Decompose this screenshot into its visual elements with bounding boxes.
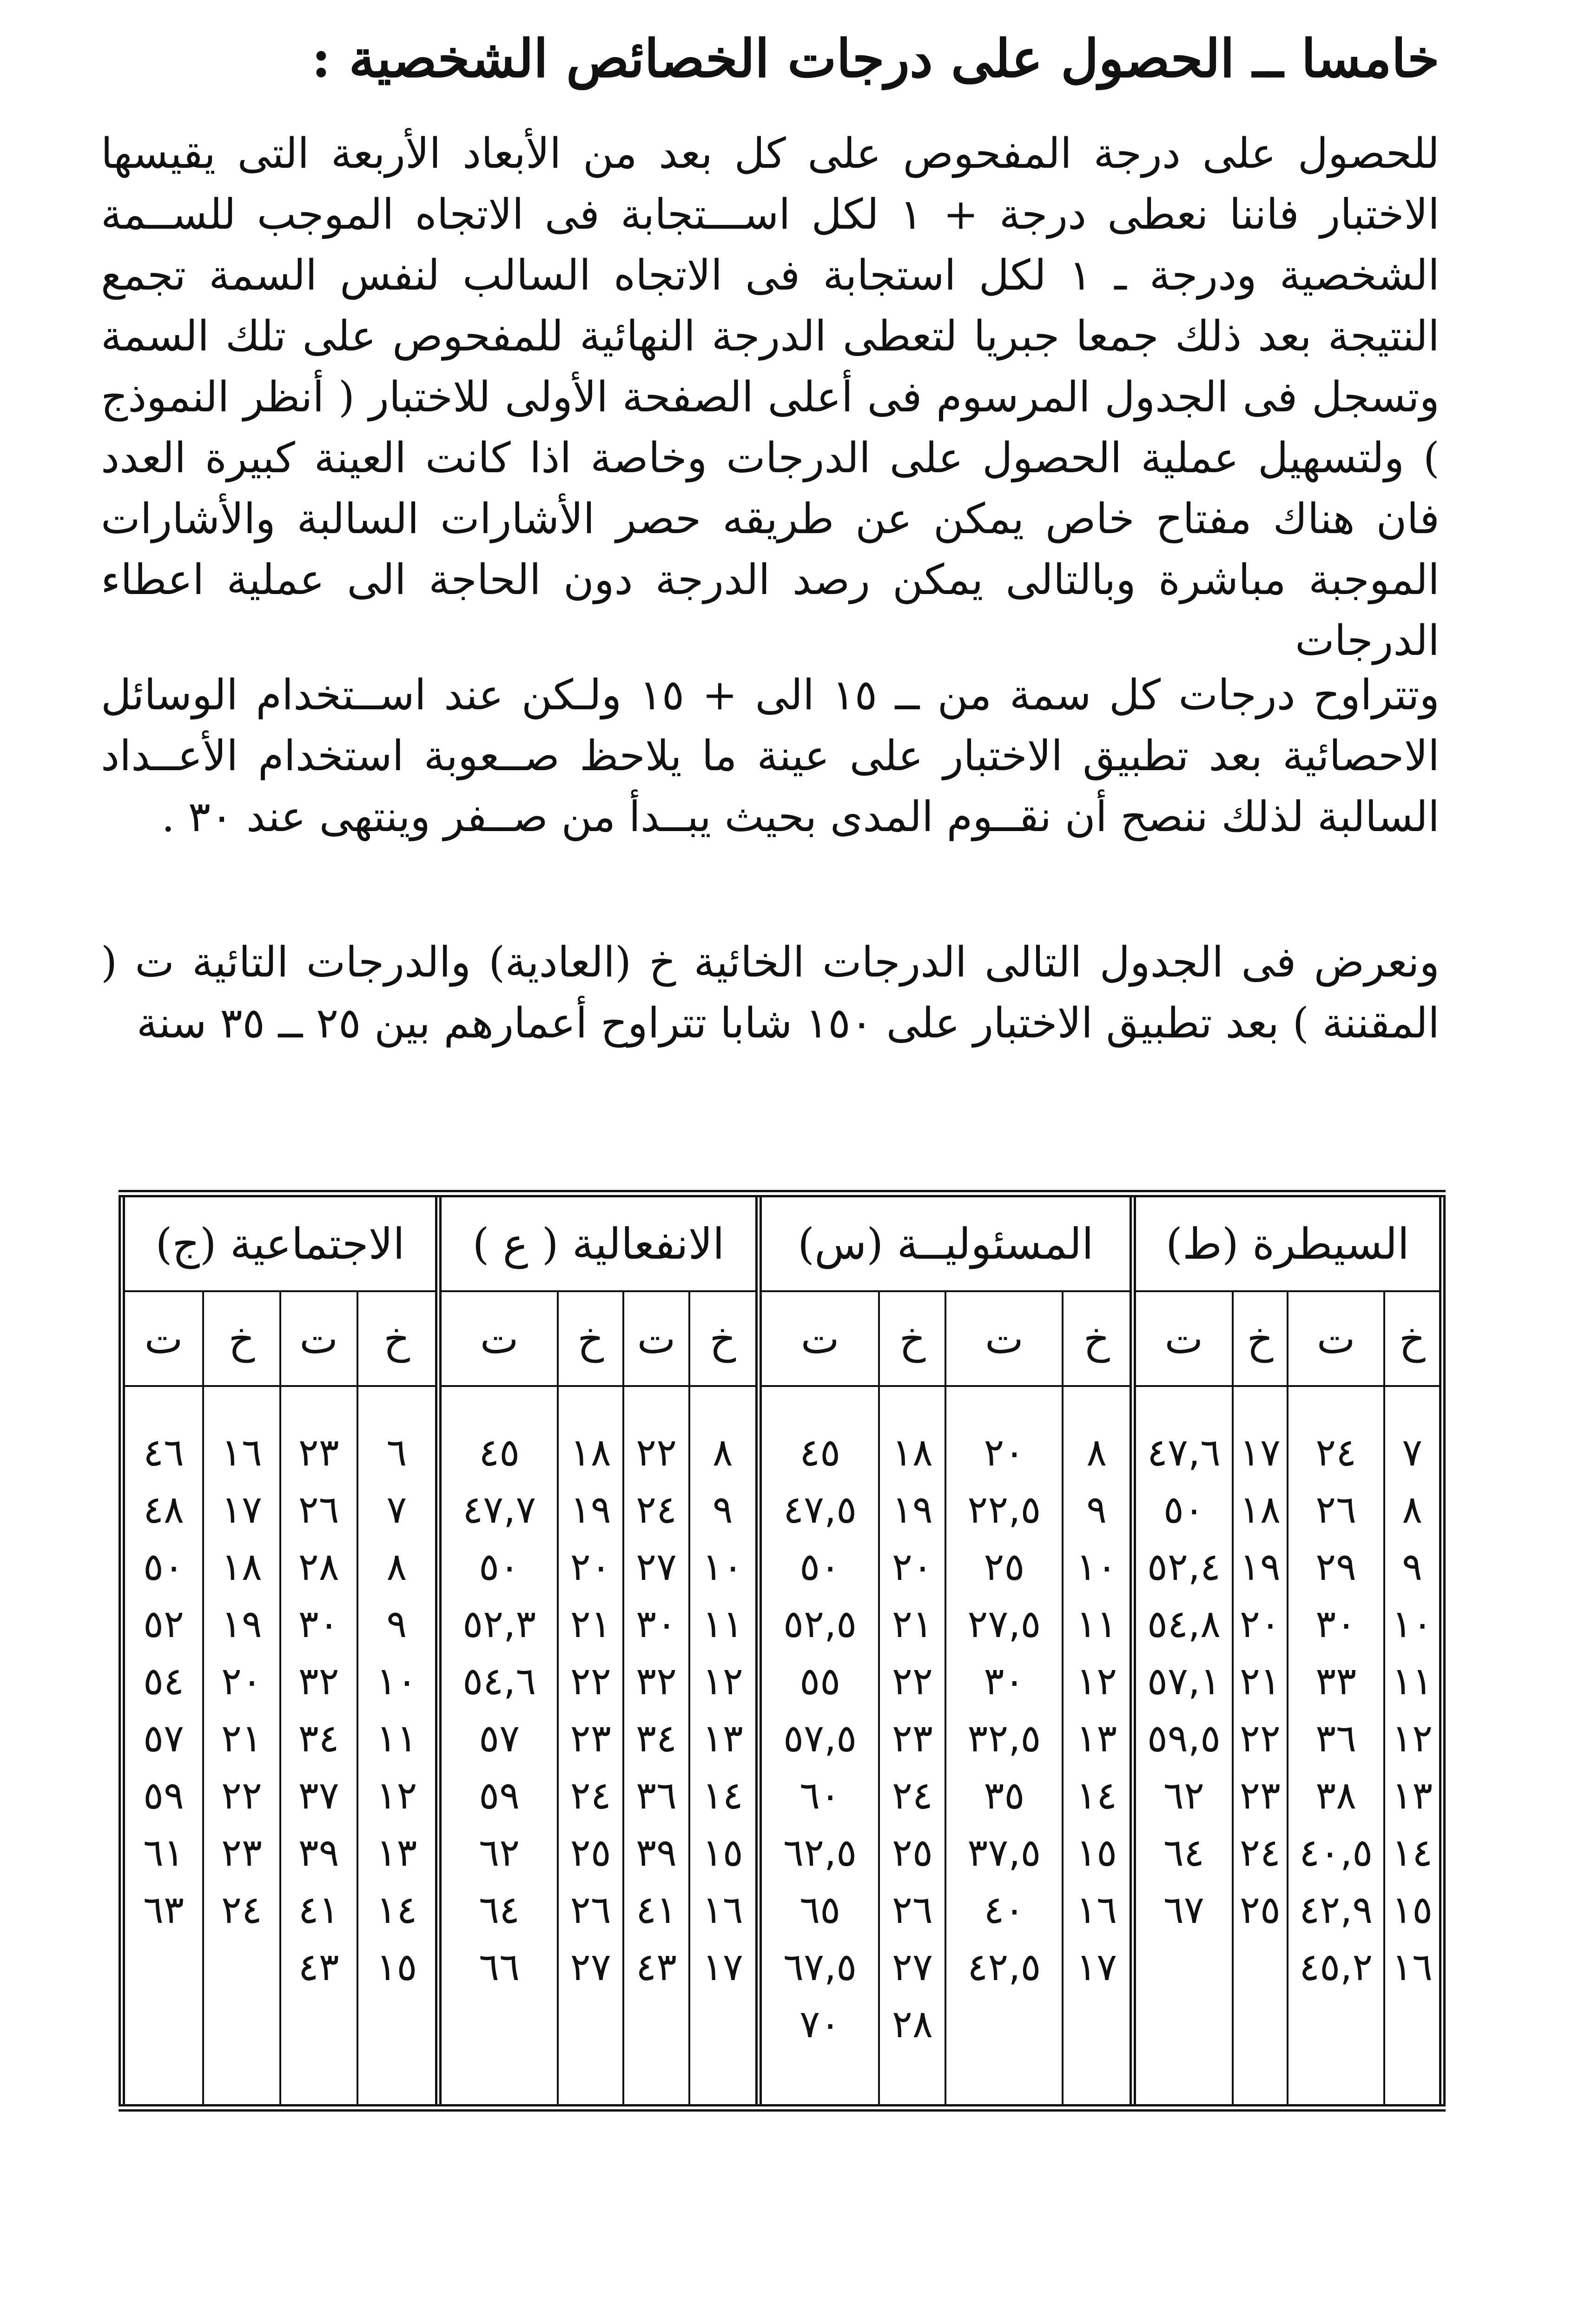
table-cell: ٣٠ — [1288, 1596, 1384, 1653]
sub-header-raw: خ — [689, 1291, 759, 1386]
spacer-row — [122, 1386, 1442, 1424]
table-cell: ٢٥ — [879, 1824, 945, 1882]
paragraph-table-intro: ونعرض فى الجدول التالى الدرجات الخائية خ (العادية) والدرجات التائية ت ( المقننة ) بعد تطبيق الاختبار على ١٥٠ شابا تتراوح أعمارهم بين ٢٥ ــ ٣٥ سنة — [101, 938, 1440, 1048]
table-cell: ٤٥ — [759, 1424, 879, 1481]
table-cell: ٥٠ — [438, 1538, 558, 1596]
table-cell: ٩ — [357, 1596, 439, 1653]
table-cell — [558, 1996, 623, 2053]
table-cell: ٤٧,٥ — [759, 1481, 879, 1538]
table-cell — [1384, 1996, 1442, 2053]
table-cell: ٥٩ — [438, 1767, 558, 1824]
table-cell: ٣٤ — [623, 1710, 689, 1767]
scores-table — [119, 1190, 1446, 2112]
table-cell: ٨ — [1063, 1424, 1133, 1481]
table-cell: ١٣ — [1063, 1710, 1133, 1767]
group-header-row — [122, 1194, 1442, 1291]
sub-header-raw: خ — [357, 1291, 439, 1386]
table-cell: ٢٧ — [879, 1939, 945, 1996]
table-cell: ١٩ — [558, 1481, 623, 1538]
table-cell: ٣٠ — [623, 1596, 689, 1653]
table-cell: ٢١ — [1233, 1653, 1288, 1710]
spacer-row — [122, 2053, 1442, 2108]
group-header-sociability: الاجتماعية (ج) — [122, 1194, 438, 1291]
table-cell — [438, 1996, 558, 2053]
table-cell: ٥٧ — [122, 1710, 203, 1767]
table-cell: ٤٧,٧ — [438, 1481, 558, 1538]
table-cell: ٥٩,٥ — [1133, 1710, 1233, 1767]
group-header-dominance: السيطرة (ط) — [1133, 1194, 1442, 1291]
table-row — [122, 1538, 1442, 1596]
table-cell: ٣٧,٥ — [945, 1824, 1063, 1882]
table-cell: ٤٢,٩ — [1288, 1882, 1384, 1939]
table-cell — [122, 1996, 203, 2053]
table-cell: ٩ — [1384, 1538, 1442, 1596]
table-cell: ٦٣ — [122, 1882, 203, 1939]
table-cell: ٨ — [689, 1424, 759, 1481]
table-cell: ٤٣ — [280, 1939, 357, 1996]
table-cell: ٦٤ — [438, 1882, 558, 1939]
table-cell: ٤١ — [280, 1882, 357, 1939]
table-row — [122, 1710, 1442, 1767]
sub-header-t: ت — [623, 1291, 689, 1386]
sub-header-t: ت — [1133, 1291, 1233, 1386]
table-cell: ١٥ — [1384, 1882, 1442, 1939]
table-cell: ١٤ — [689, 1767, 759, 1824]
table-cell: ٢٦ — [1288, 1481, 1384, 1538]
table-cell: ٢٢ — [623, 1424, 689, 1481]
table-cell: ١٣ — [689, 1710, 759, 1767]
table-cell: ١٠ — [1063, 1538, 1133, 1596]
sub-header-t: ت — [1288, 1291, 1384, 1386]
table-cell — [1133, 1996, 1233, 2053]
table-cell: ٦٧,٥ — [759, 1939, 879, 1996]
table-cell — [203, 1996, 280, 2053]
table-cell: ٣٦ — [1288, 1710, 1384, 1767]
group-header-emotionality: الانفعالية ( ع ) — [438, 1194, 758, 1291]
table-cell: ٥٢,٣ — [438, 1596, 558, 1653]
table-cell: ٢٧ — [558, 1939, 623, 1996]
table-cell: ٣٧ — [280, 1767, 357, 1824]
table-cell: ٤٢,٥ — [945, 1939, 1063, 1996]
table-cell: ٤٦ — [122, 1424, 203, 1481]
table-cell: ٥٧,١ — [1133, 1653, 1233, 1710]
table-cell — [1063, 1996, 1133, 2053]
table-cell: ٢٤ — [1233, 1824, 1288, 1882]
table-cell: ٢٤ — [558, 1767, 623, 1824]
table-cell: ٣٨ — [1288, 1767, 1384, 1824]
table-cell: ١٥ — [357, 1939, 439, 1996]
table-cell: ٥٥ — [759, 1653, 879, 1710]
table-row — [122, 1767, 1442, 1824]
table-row — [122, 1939, 1442, 1996]
table-cell: ٢٨ — [280, 1538, 357, 1596]
table-cell: ٢٩ — [1288, 1538, 1384, 1596]
table-cell: ١١ — [1384, 1653, 1442, 1710]
table-row — [122, 1824, 1442, 1882]
table-cell: ٢٢,٥ — [945, 1481, 1063, 1538]
table-cell: ٢٠ — [879, 1538, 945, 1596]
table-cell: ٢٠ — [203, 1653, 280, 1710]
table-cell: ٤٧,٦ — [1133, 1424, 1233, 1481]
table-cell: ٢٦ — [280, 1481, 357, 1538]
table-cell: ١٦ — [203, 1424, 280, 1481]
table-cell: ١٤ — [1384, 1824, 1442, 1882]
table-cell: ٤٠,٥ — [1288, 1824, 1384, 1882]
section-heading: خامسا ــ الحصول على درجات الخصائص الشخصية : — [311, 28, 1440, 89]
table-cell: ١٣ — [1384, 1767, 1442, 1824]
sub-header-t: ت — [945, 1291, 1063, 1386]
table-cell: ٢٣ — [879, 1710, 945, 1767]
table-cell — [1133, 1939, 1233, 1996]
table-cell: ٢٥ — [558, 1824, 623, 1882]
table-cell: ٦٦ — [438, 1939, 558, 1996]
table-cell: ٤٣ — [623, 1939, 689, 1996]
sub-header-raw: خ — [1233, 1291, 1288, 1386]
table-cell: ٥٧,٥ — [759, 1710, 879, 1767]
table-cell: ١٤ — [357, 1882, 439, 1939]
table-cell: ٢٢ — [203, 1767, 280, 1824]
table-cell: ٢٥ — [945, 1538, 1063, 1596]
table-cell: ٥٠ — [122, 1538, 203, 1596]
table-cell: ٩ — [1063, 1481, 1133, 1538]
table-cell: ١٣ — [357, 1824, 439, 1882]
table-cell: ٤٠ — [945, 1882, 1063, 1939]
table-row — [122, 1882, 1442, 1939]
table-cell: ٥٢,٥ — [759, 1596, 879, 1653]
table-cell: ٤٨ — [122, 1481, 203, 1538]
table-cell: ٢٤ — [1288, 1424, 1384, 1481]
table-cell: ٢٤ — [203, 1882, 280, 1939]
table-row — [122, 1424, 1442, 1481]
table-cell: ١٥ — [689, 1824, 759, 1882]
table-cell: ١٦ — [689, 1882, 759, 1939]
table-cell: ١٤ — [1063, 1767, 1133, 1824]
table-cell: ٥٩ — [122, 1767, 203, 1824]
table-cell: ٢١ — [203, 1710, 280, 1767]
table-row — [122, 1996, 1442, 2053]
table-cell — [689, 1996, 759, 2053]
table-cell: ٣٢,٥ — [945, 1710, 1063, 1767]
table-cell: ١٦ — [1384, 1939, 1442, 1996]
table-cell: ٥٧ — [438, 1710, 558, 1767]
table-cell: ٣٦ — [623, 1767, 689, 1824]
table-cell: ٦٢ — [438, 1824, 558, 1882]
table-cell: ٦٢ — [1133, 1767, 1233, 1824]
sub-header-raw: خ — [558, 1291, 623, 1386]
table-cell: ٣٠ — [945, 1653, 1063, 1710]
table-cell: ١٧ — [203, 1481, 280, 1538]
table-cell: ٧ — [1384, 1424, 1442, 1481]
table-cell: ١٨ — [1233, 1481, 1288, 1538]
sub-header-t: ت — [438, 1291, 558, 1386]
table-cell: ١٠ — [357, 1653, 439, 1710]
table-cell: ٤٥ — [438, 1424, 558, 1481]
table-cell: ١٢ — [357, 1767, 439, 1824]
table-cell: ١٦ — [1063, 1882, 1133, 1939]
table-cell: ٨ — [1384, 1481, 1442, 1538]
table-cell: ١٩ — [203, 1596, 280, 1653]
table-cell: ٤٥,٢ — [1288, 1939, 1384, 1996]
table-cell: ٨ — [357, 1538, 439, 1596]
table-cell: ١٩ — [1233, 1538, 1288, 1596]
sub-header-raw: خ — [879, 1291, 945, 1386]
group-header-responsibility: المسئوليــة (س) — [759, 1194, 1133, 1291]
table-cell: ٦٢,٥ — [759, 1824, 879, 1882]
table-cell: ١٨ — [558, 1424, 623, 1481]
table-cell — [357, 1996, 439, 2053]
table-cell: ٦٥ — [759, 1882, 879, 1939]
table-cell: ٥٢ — [122, 1596, 203, 1653]
table-cell: ١٧ — [1063, 1939, 1133, 1996]
table-cell: ١١ — [357, 1710, 439, 1767]
table-cell: ٢٥ — [1233, 1882, 1288, 1939]
table-row — [122, 1481, 1442, 1538]
table-cell: ٣٩ — [623, 1824, 689, 1882]
table-cell: ٢٣ — [203, 1824, 280, 1882]
table-cell: ١٧ — [1233, 1424, 1288, 1481]
table-cell: ٢٠ — [558, 1538, 623, 1596]
scores-body — [122, 1386, 1442, 2108]
table-cell — [1288, 1996, 1384, 2053]
table-cell: ٢٤ — [879, 1767, 945, 1824]
table-cell: ٢١ — [879, 1596, 945, 1653]
table-cell: ٥٠ — [1133, 1481, 1233, 1538]
table-cell: ٦ — [357, 1424, 439, 1481]
table-cell: ٥٤,٦ — [438, 1653, 558, 1710]
table-cell: ١٠ — [689, 1538, 759, 1596]
table-cell — [945, 1996, 1063, 2053]
table-cell — [1233, 1939, 1288, 1996]
table-cell: ١٩ — [879, 1481, 945, 1538]
paragraph-scoring: للحصول على درجة المفحوص على كل بعد من الأبعاد الأربعة التى يقيسها الاختبار فاننا نعطى درجة + ١ لكل اســـتجابة فى الاتجاه الموجب للســمة الشخصية ودرجة ـ ١ لكل استجابة فى الاتجاه السالب لنفس السمة تجمع النتيجة بعد ذلك جمعا جبريا لتعطى الدرجة النهائية للمفحوص على تلك السمة وتسجل فى الجدول المرسوم فى أعلى الصفحة الأولى للاختبار ( أنظر النموذج ) ولتسهيل عملية الحصول على الدرجات وخاصة اذا كانت العينة كبيرة العدد فان هناك مفتاح خاص يمكن عن طريقه حصر الأشارات السالبة والأشارات الموجبة مباشرة وبالتالى يمكن رصد الدرجة دون الحاجة الى عملية اعطاء الدرجات — [101, 129, 1440, 665]
table-cell: ٣٣ — [1288, 1653, 1384, 1710]
sub-header-raw: خ — [203, 1291, 280, 1386]
table-cell: ٦٠ — [759, 1767, 879, 1824]
table-cell: ٢٣ — [280, 1424, 357, 1481]
table-cell: ٦١ — [122, 1824, 203, 1882]
table-cell: ٩ — [689, 1481, 759, 1538]
table-cell: ٣٤ — [280, 1710, 357, 1767]
table-cell: ٥٤ — [122, 1653, 203, 1710]
table-cell: ٢٢ — [1233, 1710, 1288, 1767]
table-cell: ١١ — [689, 1596, 759, 1653]
sub-header-row — [122, 1291, 1442, 1386]
table-cell: ٦٧ — [1133, 1882, 1233, 1939]
table-cell: ٢٣ — [558, 1710, 623, 1767]
table-cell: ٤١ — [623, 1882, 689, 1939]
table-cell: ٢٤ — [623, 1481, 689, 1538]
sub-header-t: ت — [122, 1291, 203, 1386]
table-cell: ٢٢ — [558, 1653, 623, 1710]
table-cell: ٣٥ — [945, 1767, 1063, 1824]
table-cell: ١٠ — [1384, 1596, 1442, 1653]
table-row — [122, 1653, 1442, 1710]
table-cell — [623, 1996, 689, 2053]
table-cell: ١٢ — [1384, 1710, 1442, 1767]
table-cell: ٢٣ — [1233, 1767, 1288, 1824]
sub-header-t: ت — [280, 1291, 357, 1386]
table-cell: ٢٦ — [558, 1882, 623, 1939]
table-cell: ٢٧ — [623, 1538, 689, 1596]
table-cell: ٣٩ — [280, 1824, 357, 1882]
paragraph-range: وتتراوح درجات كل سمة من ــ ١٥ الى + ١٥ ولـكن عند اســتخدام الوسائل الاحصائية بعد تطبيق الاختبار على عينة ما يلاحظ صــعوبة استخدام الأعــداد السالبة لذلك ننصح أن نقــوم المدى بحيث يبــدأ من صــفر وينتهى عند ٣٠ . — [101, 671, 1440, 841]
table-cell: ٢٠ — [945, 1424, 1063, 1481]
table-cell: ٢٠ — [1233, 1596, 1288, 1653]
table-cell: ٧٠ — [759, 1996, 879, 2053]
table-cell: ١١ — [1063, 1596, 1133, 1653]
table-cell — [122, 1939, 203, 1996]
table-cell: ٣٢ — [280, 1653, 357, 1710]
table-cell: ١٨ — [879, 1424, 945, 1481]
table-cell: ٢١ — [558, 1596, 623, 1653]
table-cell: ١٨ — [203, 1538, 280, 1596]
table-row — [122, 1596, 1442, 1653]
table-cell: ٢٨ — [879, 1996, 945, 2053]
table-cell: ٦٤ — [1133, 1824, 1233, 1882]
table-cell: ١٢ — [689, 1653, 759, 1710]
table-cell: ١٢ — [1063, 1653, 1133, 1710]
sub-header-raw: خ — [1384, 1291, 1442, 1386]
table-cell: ٥٤,٨ — [1133, 1596, 1233, 1653]
table-cell — [203, 1939, 280, 1996]
table-cell: ١٥ — [1063, 1824, 1133, 1882]
table-cell: ٣٠ — [280, 1596, 357, 1653]
table-cell: ٣٢ — [623, 1653, 689, 1710]
table-cell: ٥٠ — [759, 1538, 879, 1596]
sub-header-t: ت — [759, 1291, 879, 1386]
table-cell: ١٧ — [689, 1939, 759, 1996]
table-cell: ٢٦ — [879, 1882, 945, 1939]
table-cell: ٥٢,٤ — [1133, 1538, 1233, 1596]
table-cell: ٢٧,٥ — [945, 1596, 1063, 1653]
table-cell: ٧ — [357, 1481, 439, 1538]
sub-header-raw: خ — [1063, 1291, 1133, 1386]
table-cell: ٢٢ — [879, 1653, 945, 1710]
table-cell — [280, 1996, 357, 2053]
table-cell — [1233, 1996, 1288, 2053]
